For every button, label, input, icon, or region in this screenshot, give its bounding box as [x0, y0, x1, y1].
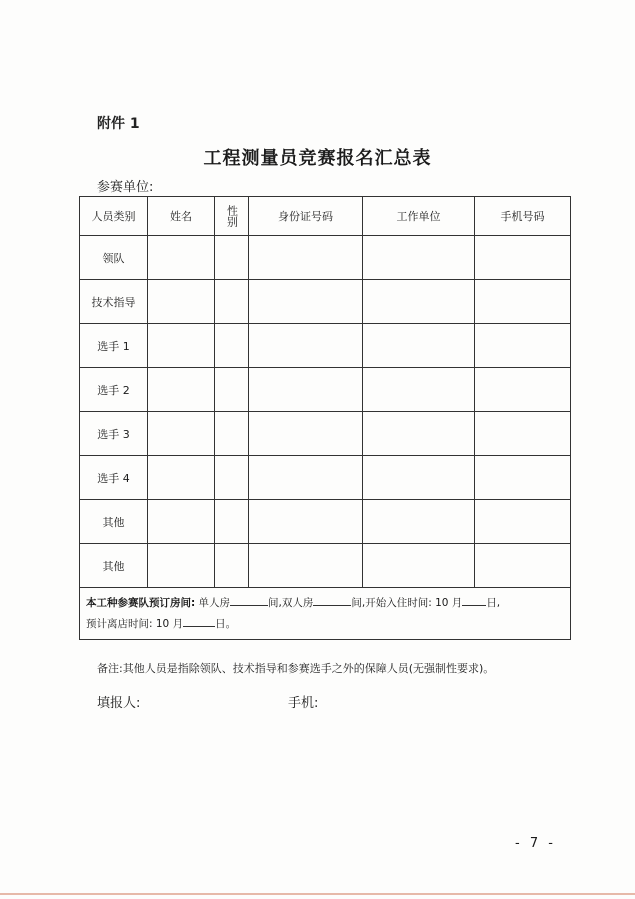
gender-cell[interactable]	[215, 500, 249, 544]
id-number-cell[interactable]	[249, 412, 363, 456]
double-room-count-blank[interactable]	[313, 593, 351, 606]
checkout-day-suffix: 日。	[215, 617, 237, 630]
work-unit-cell[interactable]	[363, 544, 475, 588]
id-number-cell[interactable]	[249, 500, 363, 544]
work-unit-cell[interactable]	[363, 280, 475, 324]
page-bottom-edge	[0, 893, 635, 895]
gender-cell[interactable]	[215, 236, 249, 280]
table-row	[80, 236, 571, 280]
gender-cell[interactable]	[215, 412, 249, 456]
table-row	[80, 280, 571, 324]
column-header-phone: 手机号码	[475, 197, 571, 236]
page-title: 工程测量员竞赛报名汇总表	[203, 148, 432, 169]
name-cell[interactable]	[148, 280, 215, 324]
work-unit-cell[interactable]	[363, 456, 475, 500]
table-row	[80, 456, 571, 500]
column-header-name: 姓名	[148, 197, 215, 236]
name-cell[interactable]	[148, 412, 215, 456]
work-unit-cell[interactable]	[363, 324, 475, 368]
column-header-id-number: 身份证号码	[249, 197, 363, 236]
checkout-label: 预计离店时间: 10 月	[86, 617, 184, 630]
phone-cell[interactable]	[475, 500, 571, 544]
name-cell[interactable]	[148, 324, 215, 368]
room-booking-row	[80, 588, 571, 640]
page-number: - 7 -	[515, 836, 556, 851]
phone-label: 手机:	[288, 696, 319, 711]
work-unit-cell[interactable]	[363, 500, 475, 544]
name-cell[interactable]	[148, 456, 215, 500]
participating-unit-label: 参赛单位:	[97, 180, 154, 195]
phone-cell[interactable]	[475, 412, 571, 456]
table-row	[80, 500, 571, 544]
phone-cell[interactable]	[475, 280, 571, 324]
column-header-gender: 性别	[215, 197, 249, 236]
gender-cell[interactable]	[215, 368, 249, 412]
work-unit-cell[interactable]	[363, 412, 475, 456]
gender-cell[interactable]	[215, 324, 249, 368]
id-number-cell[interactable]	[249, 544, 363, 588]
phone-cell[interactable]	[475, 456, 571, 500]
table-row	[80, 368, 571, 412]
table-row	[80, 412, 571, 456]
name-cell[interactable]	[148, 368, 215, 412]
row-category-leader: 领队	[80, 236, 148, 280]
filler-label: 填报人:	[97, 696, 141, 711]
phone-cell[interactable]	[475, 368, 571, 412]
id-number-cell[interactable]	[249, 280, 363, 324]
column-header-category: 人员类别	[80, 197, 148, 236]
double-room-label: 间,双人房	[268, 596, 314, 609]
work-unit-cell[interactable]	[363, 236, 475, 280]
column-header-work-unit: 工作单位	[363, 197, 475, 236]
checkin-day-suffix: 日,	[486, 596, 501, 609]
table-row	[80, 324, 571, 368]
gender-cell[interactable]	[215, 544, 249, 588]
row-category-player-4: 选手 4	[80, 456, 148, 500]
row-category-player-2: 选手 2	[80, 368, 148, 412]
row-category-player-1: 选手 1	[80, 324, 148, 368]
id-number-cell[interactable]	[249, 368, 363, 412]
gender-cell[interactable]	[215, 456, 249, 500]
checkin-label: 间,开始入住时间: 10 月	[351, 596, 463, 609]
name-cell[interactable]	[148, 236, 215, 280]
phone-cell[interactable]	[475, 544, 571, 588]
row-category-other-2: 其他	[80, 544, 148, 588]
id-number-cell[interactable]	[249, 456, 363, 500]
attachment-label: 附件 1	[97, 116, 140, 132]
id-number-cell[interactable]	[249, 236, 363, 280]
gender-cell[interactable]	[215, 280, 249, 324]
checkout-day-blank[interactable]	[183, 614, 215, 627]
row-category-player-3: 选手 3	[80, 412, 148, 456]
id-number-cell[interactable]	[249, 324, 363, 368]
name-cell[interactable]	[148, 544, 215, 588]
table-row	[80, 544, 571, 588]
row-category-tech-advisor: 技术指导	[80, 280, 148, 324]
single-room-count-blank[interactable]	[230, 593, 268, 606]
work-unit-cell[interactable]	[363, 368, 475, 412]
remark-note: 备注:其他人员是指除领队、技术指导和参赛选手之外的保障人员(无强制性要求)。	[97, 662, 495, 675]
room-booking-cell	[80, 588, 571, 640]
single-room-label: 单人房	[198, 596, 231, 609]
row-category-other-1: 其他	[80, 500, 148, 544]
registration-table	[79, 196, 571, 640]
room-booking-label: 本工种参赛队预订房间:	[86, 596, 196, 609]
phone-cell[interactable]	[475, 236, 571, 280]
phone-cell[interactable]	[475, 324, 571, 368]
checkin-day-blank[interactable]	[462, 593, 486, 606]
table-header-row	[80, 197, 571, 236]
name-cell[interactable]	[148, 500, 215, 544]
